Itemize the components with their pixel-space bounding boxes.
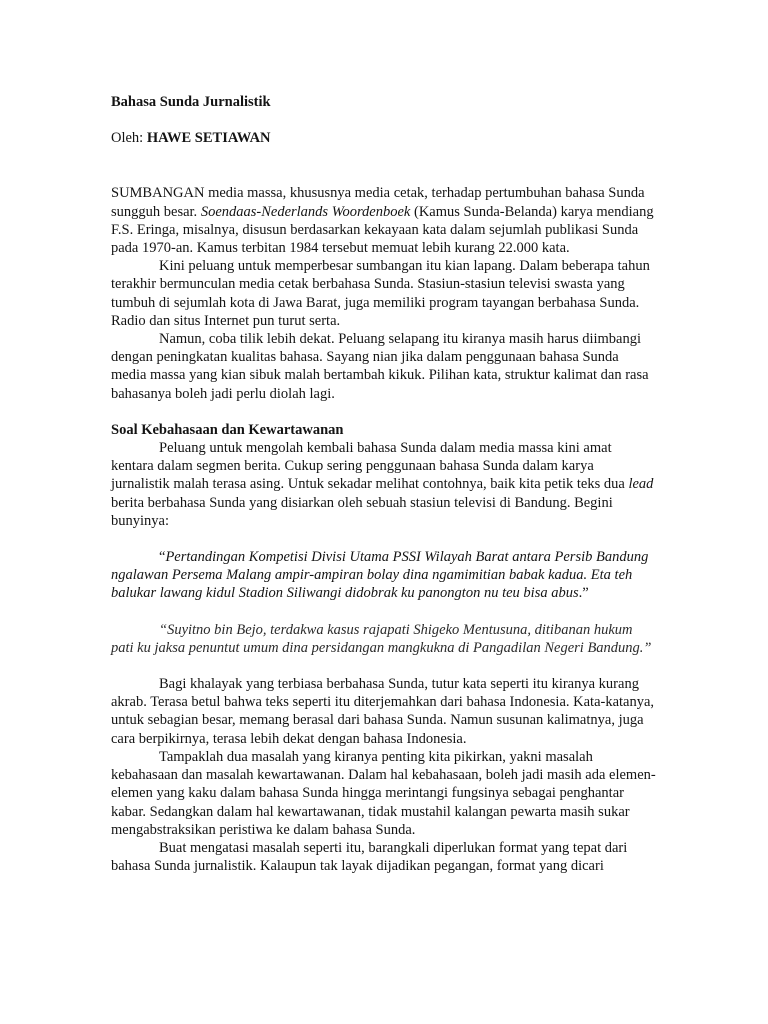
quote-1 (111, 548, 656, 603)
section-heading: Soal Kebahasaan dan Kewartawanan (111, 421, 344, 438)
document-page (111, 93, 656, 875)
paragraph-3: Namun, coba tilik lebih dekat. Peluang selapang itu kiranya masih harus diimbangi dengan peningkatan kualitas bahasa. Sayang nian jika dalam penggunaan bahasa Sunda media massa yang kian sibuk malah bertambah kikuk. Pilihan kata, struktur kalimat dan rasa bahasanya boleh jadi perlu diolah lagi. (111, 331, 649, 402)
paragraph-4-italic-word: lead (628, 476, 654, 493)
quote-1-close-mark: .” (578, 585, 589, 602)
paragraph-4-start: Peluang untuk mengolah kembali bahasa Sunda dalam media massa kini amat kentara dalam segmen berita. Cukup sering penggunaan bahasa Sunda dalam karya jurnalistik malah terasa asing. Untuk sekadar melihat contohnya, baik kita petik teks dua (111, 440, 629, 493)
quote-2: “Suyitno bin Bejo, terdakwa kasus rajapati Shigeko Mentusuna, ditibanan hukum pati ku jaksa penuntut umum dina persidangan mangkukna di Pangadilan Negeri Bandung.” (111, 621, 652, 656)
quote-1-open-mark: “ (159, 549, 166, 566)
paragraph-1-italic-title: Soendaas-Nederlands Woordenboek (200, 203, 411, 220)
author-line (111, 129, 656, 147)
paragraph-6: Tampaklah dua masalah yang kiranya penting kita pikirkan, yakni masalah kebahasaan dan masalah kewartawanan. Dalam hal kebahasaan, boleh jadi masih ada elemen-elemen yang kaku dalam bahasa Sunda hingga merintangi fungsinya sebagai penghantar kabar. Sedangkan dalam hal kewartawanan, tidak mustahil kalangan pewarta masih sukar mengabstraksikan peristiwa ke dalam bahasa Sunda. (111, 748, 656, 838)
paragraph-1-end: (Kamus Sunda-Belanda) karya mendiang F.S. Eringa, misalnya, disusun berdasarkan kekayaan kata dalam sejumlah publikasi Sunda pada 1970-an. Kamus terbitan 1984 tersebut memuat lebih kurang 22.000 kata. (111, 203, 654, 257)
author-name: HAWE SETIAWAN (146, 130, 271, 147)
author-prefix: Oleh: (111, 130, 147, 147)
paragraph-5: Bagi khalayak yang terbiasa berbahasa Sunda, tutur kata seperti itu kiranya kurang akrab. Terasa betul bahwa teks seperti itu diterjemahkan dari bahasa Indonesia. Kata-katanya, untuk sebagian besar, memang berasal dari bahasa Sunda. Namun susunan kalimatnya, juga cara berpikirnya, terasa lebih dekat dengan bahasa Indonesia. (111, 676, 655, 747)
quote-1-text: Pertandingan Kompetisi Divisi Utama PSSI Wilayah Barat antara Persib Bandung ngalawan Persema Malang ampir-ampiran bolay dina ngamimitian babak kadua. Eta teh balukar lawang kidul Stadion Siliwangi didobrak ku panongton nu teu bisa abus (111, 549, 649, 602)
paragraph-1-start: SUMBANGAN media massa, khususnya media cetak, terhadap pertumbuhan bahasa Sunda sungguh besar. (111, 185, 645, 220)
paragraph-7: Buat mengatasi masalah seperti itu, barangkali diperlukan format yang tepat dari bahasa Sunda jurnalistik. Kalaupun tak layak dijadikan pegangan, format yang dicari (111, 839, 628, 875)
document-title: Bahasa Sunda Jurnalistik (111, 94, 271, 110)
paragraph-2: Kini peluang untuk memperbesar sumbangan itu kian lapang. Dalam beberapa tahun terakhir bermunculan media cetak berbahasa Sunda. Stasiun-stasiun televisi swasta yang tumbuh di sejumlah kota di Jawa Barat, juga memiliki program tayangan berbahasa Sunda. Radio dan situs Internet pun turut serta. (111, 258, 650, 329)
paragraph-4-end: berita berbahasa Sunda yang disiarkan oleh sebuah stasiun televisi di Bandung. Begini bunyinya: (111, 494, 613, 529)
paragraph-4 (111, 439, 656, 530)
paragraph-1 (111, 184, 656, 257)
